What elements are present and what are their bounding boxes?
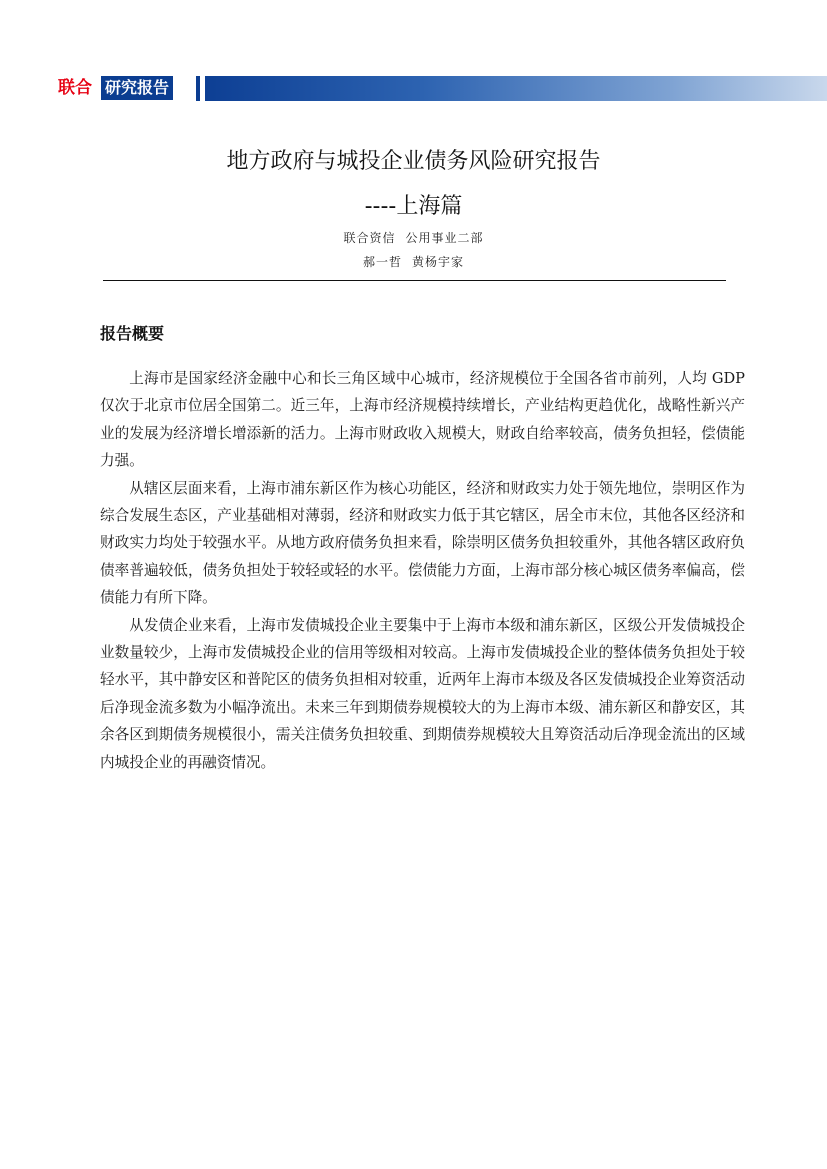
title-divider [103,280,726,281]
header-accent-bar [196,76,200,101]
organization-line [0,229,827,247]
summary-paragraph: 从发债企业来看，上海市发债城投企业主要集中于上海市本级和浦东新区，区级公开发债城投企业数量较少，上海市发债城投企业的信用等级相对较高。上海市发债城投企业的整体债务负担处于较轻水平，其中静安区和普陀区的债务负担相对较重，近两年上海市本级及各区发债城投企业筹资活动后净现金流多数为小幅净流出。未来三年到期债券规模较大的为上海市本级、浦东新区和静安区，其余各区到期债务规模很小，需关注债务负担较重、到期债券规模较大且筹资活动后净现金流出的区域内城投企业的再融资情况。 [100,616,745,771]
author-name: 郝一哲 [362,255,402,269]
author-line [0,253,827,271]
summary-paragraph: 从辖区层面来看，上海市浦东新区作为核心功能区，经济和财政实力处于领先地位，崇明区作为综合发展生态区，产业基础相对薄弱，经济和财政实力低于其它辖区，居全市末位，其他各区经济和财政实力均处于较强水平。从地方政府债务负担来看，除崇明区债务负担较重外，其他各辖区政府负债率普遍较低，债务负担处于较轻或轻的水平。偿债能力方面，上海市部分核心城区债务率偏高，偿债能力有所下降。 [100,479,745,607]
department-name: 公用事业二部 [405,231,484,245]
summary-heading: 报告概要 [100,324,165,343]
author-name: 黄杨宇家 [412,255,465,269]
summary-body [100,365,745,776]
summary-paragraph: 上海市是国家经济金融中心和长三角区域中心城市，经济规模位于全国各省市前列，人均 GDP 仅次于北京市位居全国第二。近三年，上海市经济规模持续增长，产业结构更趋优化，战略性新兴产业的发展为经济增长增添新的活力。上海市财政收入规模大，财政自给率较高，债务负担轻，偿债能力强。 [100,370,745,470]
brand-name-red: 联合 [58,78,92,98]
header-gradient-bar [205,76,827,101]
brand-report-label: 研究报告 [101,76,173,100]
report-subtitle: ----上海篇 [364,194,463,219]
organization-name: 联合资信 [343,231,396,245]
report-header-band [0,74,827,101]
report-title: 地方政府与城投企业债务风险研究报告 [226,149,601,174]
